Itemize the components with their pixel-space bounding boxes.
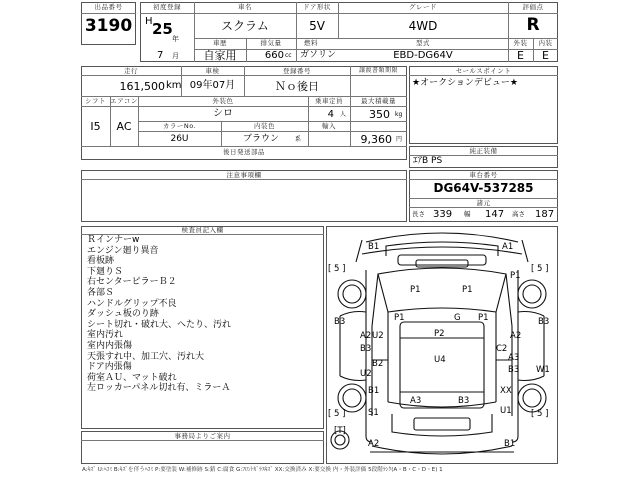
- notes-label: 注意事項欄: [226, 171, 262, 179]
- remark-line: 天張すれ中、加工穴、汚れ大: [87, 351, 205, 362]
- office-label: 事務局よりご案内: [174, 432, 231, 440]
- mark-a1-tr: A1: [502, 242, 514, 252]
- model-value: EBD-DG64V: [393, 50, 453, 61]
- remark-line: ハンドルグリップ不良: [87, 298, 177, 309]
- fuel-value: ガソリン: [300, 50, 337, 60]
- ac-value: AC: [116, 120, 132, 133]
- month-suffix: 月: [172, 52, 179, 60]
- mark-p1-fl: P1: [410, 285, 421, 295]
- mark-b3-r2: B3: [508, 365, 520, 375]
- remark-line: 下廻りＳ: [87, 266, 124, 277]
- cc-label: 排気量: [260, 39, 282, 47]
- reg-year: 25: [152, 20, 173, 38]
- first-reg-label: 初度登録: [153, 3, 181, 11]
- mileage-label: 走行: [124, 67, 138, 75]
- mark-u1: U1: [500, 406, 512, 416]
- capacity-unit: 人: [340, 111, 347, 118]
- mileage-unit: km: [166, 80, 182, 91]
- recycle-unit: 円: [396, 136, 403, 143]
- mark-a2-l: A2: [360, 331, 372, 341]
- capacity-value: 4: [327, 109, 334, 120]
- lot-label: 出品番号: [94, 3, 123, 11]
- grade-value: 4WD: [408, 19, 438, 33]
- remark-line: 各部Ｓ: [87, 287, 115, 298]
- score-label: 評価点: [522, 3, 544, 11]
- mark-a3-r: A3: [508, 353, 520, 363]
- length-label: 長さ: [412, 210, 425, 218]
- era-label: H: [145, 16, 153, 27]
- color-no-value: 26U: [170, 134, 189, 144]
- mark-b1-br: B1: [504, 439, 516, 449]
- inspection-value: 09年07月: [189, 80, 236, 91]
- height-label: 高さ: [512, 210, 525, 218]
- int-label: 内装: [538, 39, 553, 47]
- use-label: 車歴: [213, 39, 227, 47]
- capacity-label: 乗車定員: [315, 97, 343, 105]
- lot-number: 3190: [84, 16, 133, 36]
- max-load-value: 350: [369, 108, 390, 121]
- remark-line: 室内内張傷: [87, 340, 133, 351]
- mark-p1-rt: P1: [510, 271, 521, 281]
- max-load-unit: kg: [395, 111, 403, 118]
- mark-s1: S1: [368, 408, 379, 418]
- int-color-label: 内装色: [254, 122, 275, 130]
- shift-value: I5: [90, 120, 101, 133]
- car-name: スクラム: [221, 19, 269, 33]
- inspector-label: 検査員記入欄: [181, 226, 224, 234]
- mark-g: G: [454, 313, 461, 323]
- mark-u2-l2: U2: [360, 369, 372, 379]
- shift-label: シフト: [85, 97, 106, 105]
- length-value: 339: [433, 209, 453, 220]
- grade-label: グレード: [409, 3, 437, 11]
- color-no-label: カラーNo.: [162, 122, 197, 130]
- int-color-value: ブラウン: [242, 134, 279, 144]
- mark-bracket-l: [ 5 ]: [328, 264, 346, 274]
- ext-label: 外装: [513, 39, 528, 47]
- reg-number-value: Ｎｏ後日: [275, 80, 319, 93]
- remark-line: ドア内張傷: [87, 362, 132, 373]
- mark-a2-bl: A2: [368, 439, 380, 449]
- mark-a2-r: A2: [510, 331, 522, 341]
- reg-month: 7: [157, 50, 164, 61]
- remark-line: 看板跡: [87, 256, 115, 267]
- mark-w1: W1: [536, 365, 550, 375]
- mark-b3-l: B3: [334, 317, 346, 327]
- mark-b3-c: B3: [458, 396, 470, 406]
- ac-label: エアコン: [110, 97, 138, 105]
- mark-u4: U4: [434, 355, 446, 365]
- use-value: 自家用: [203, 49, 237, 62]
- cc-unit: cc: [285, 52, 292, 59]
- score-value: R: [526, 15, 540, 35]
- ext-score: E: [517, 49, 524, 62]
- remark-line: シート切れ・破れ大、へたり、汚れ: [87, 319, 232, 330]
- legend-text: A:ｷｽﾞ U:ﾍｺﾐ B:ｷｽﾞを伴うﾍｺﾐ P:要塗装 W:補修跡 S:錆 C:腐食 G:ﾌﾛﾝﾄｶﾞﾗｽｷｽﾞ XX:交換済み X:要交換 内・外装評価 5段階ﾗﾝｸ(A・B・C・D・E) 1: [82, 467, 443, 473]
- chassis-number: DG64V-537285: [433, 181, 534, 195]
- mark-p1-fr: P1: [462, 285, 473, 295]
- remark-line: Ｒインナーw: [87, 235, 140, 245]
- equipment-text: ｴｱB PS: [413, 156, 443, 166]
- chassis-label: 車台番号: [469, 171, 498, 179]
- int-color-suffix: 系: [295, 136, 302, 143]
- mark-p2: P2: [434, 329, 445, 339]
- remark-line: 左ロッカーパネル切れ有、ミラーＡ: [87, 383, 231, 394]
- mark-b3-l2: B3: [360, 344, 372, 354]
- selling-point-text: ★オークションデビュー★: [412, 78, 518, 88]
- import-label: 輸入: [322, 122, 336, 130]
- mark-bracket-l2: [ 5 ]: [328, 409, 346, 419]
- selling-point-label: セールスポイント: [455, 67, 512, 75]
- later-parts-label: 後日発送部品: [223, 148, 265, 156]
- int-score: E: [542, 49, 549, 62]
- reg-number-label: 登録番号: [283, 67, 311, 75]
- remark-line: エンジン廻り異音: [87, 245, 159, 256]
- model-label: 型式: [416, 39, 430, 47]
- mark-xx: XX: [500, 386, 512, 396]
- mileage-value: 161,500: [119, 80, 165, 93]
- mark-a3-c: A3: [410, 396, 422, 406]
- year-suffix: 年: [172, 35, 179, 43]
- fuel-label: 燃料: [304, 39, 318, 47]
- recycle-value: 9,360: [360, 133, 392, 146]
- mark-b3-r: B3: [538, 317, 550, 327]
- mark-p1-l: P1: [394, 313, 405, 323]
- equipment-label: 純正装備: [469, 147, 498, 155]
- mark-b1-l: B1: [368, 386, 380, 396]
- inspection-label: 車検: [205, 67, 220, 75]
- inspector-remarks: [87, 235, 320, 394]
- ext-color-label: 外装色: [212, 97, 234, 105]
- mark-b2: B2: [372, 359, 384, 369]
- transfer-label: 譲渡書類期限: [358, 67, 398, 74]
- remark-line: 室内汚れ: [87, 330, 124, 341]
- door-value: 5V: [309, 19, 325, 33]
- door-label: ドア形状: [303, 3, 331, 11]
- mark-t: [T]: [334, 426, 346, 436]
- remark-line: 荷室ＡＵ、マット破れ: [87, 372, 177, 383]
- remark-line: 右センターピラーＢ２: [87, 277, 177, 288]
- width-label: 幅: [464, 210, 471, 218]
- mark-c2: C2: [496, 344, 508, 354]
- ext-color-value: シロ: [213, 108, 233, 119]
- mark-b1-tl: B1: [368, 242, 380, 252]
- mark-p1-r: P1: [478, 313, 489, 323]
- mark-u2-l: U2: [372, 331, 384, 341]
- mark-bracket-r: [ 5 ]: [531, 264, 549, 274]
- remark-line: ダッシュ板のり跡: [87, 309, 159, 320]
- size-label: 諸元: [476, 199, 491, 207]
- width-value: 147: [485, 209, 505, 220]
- cc-value: 660: [264, 50, 284, 61]
- vehicle-condition-diagram: [326, 226, 558, 464]
- height-value: 187: [535, 209, 555, 220]
- mark-bracket-r2: [ 5 ]: [531, 409, 549, 419]
- car-name-label: 車名: [238, 3, 252, 11]
- max-load-label: 最大積載量: [361, 97, 396, 105]
